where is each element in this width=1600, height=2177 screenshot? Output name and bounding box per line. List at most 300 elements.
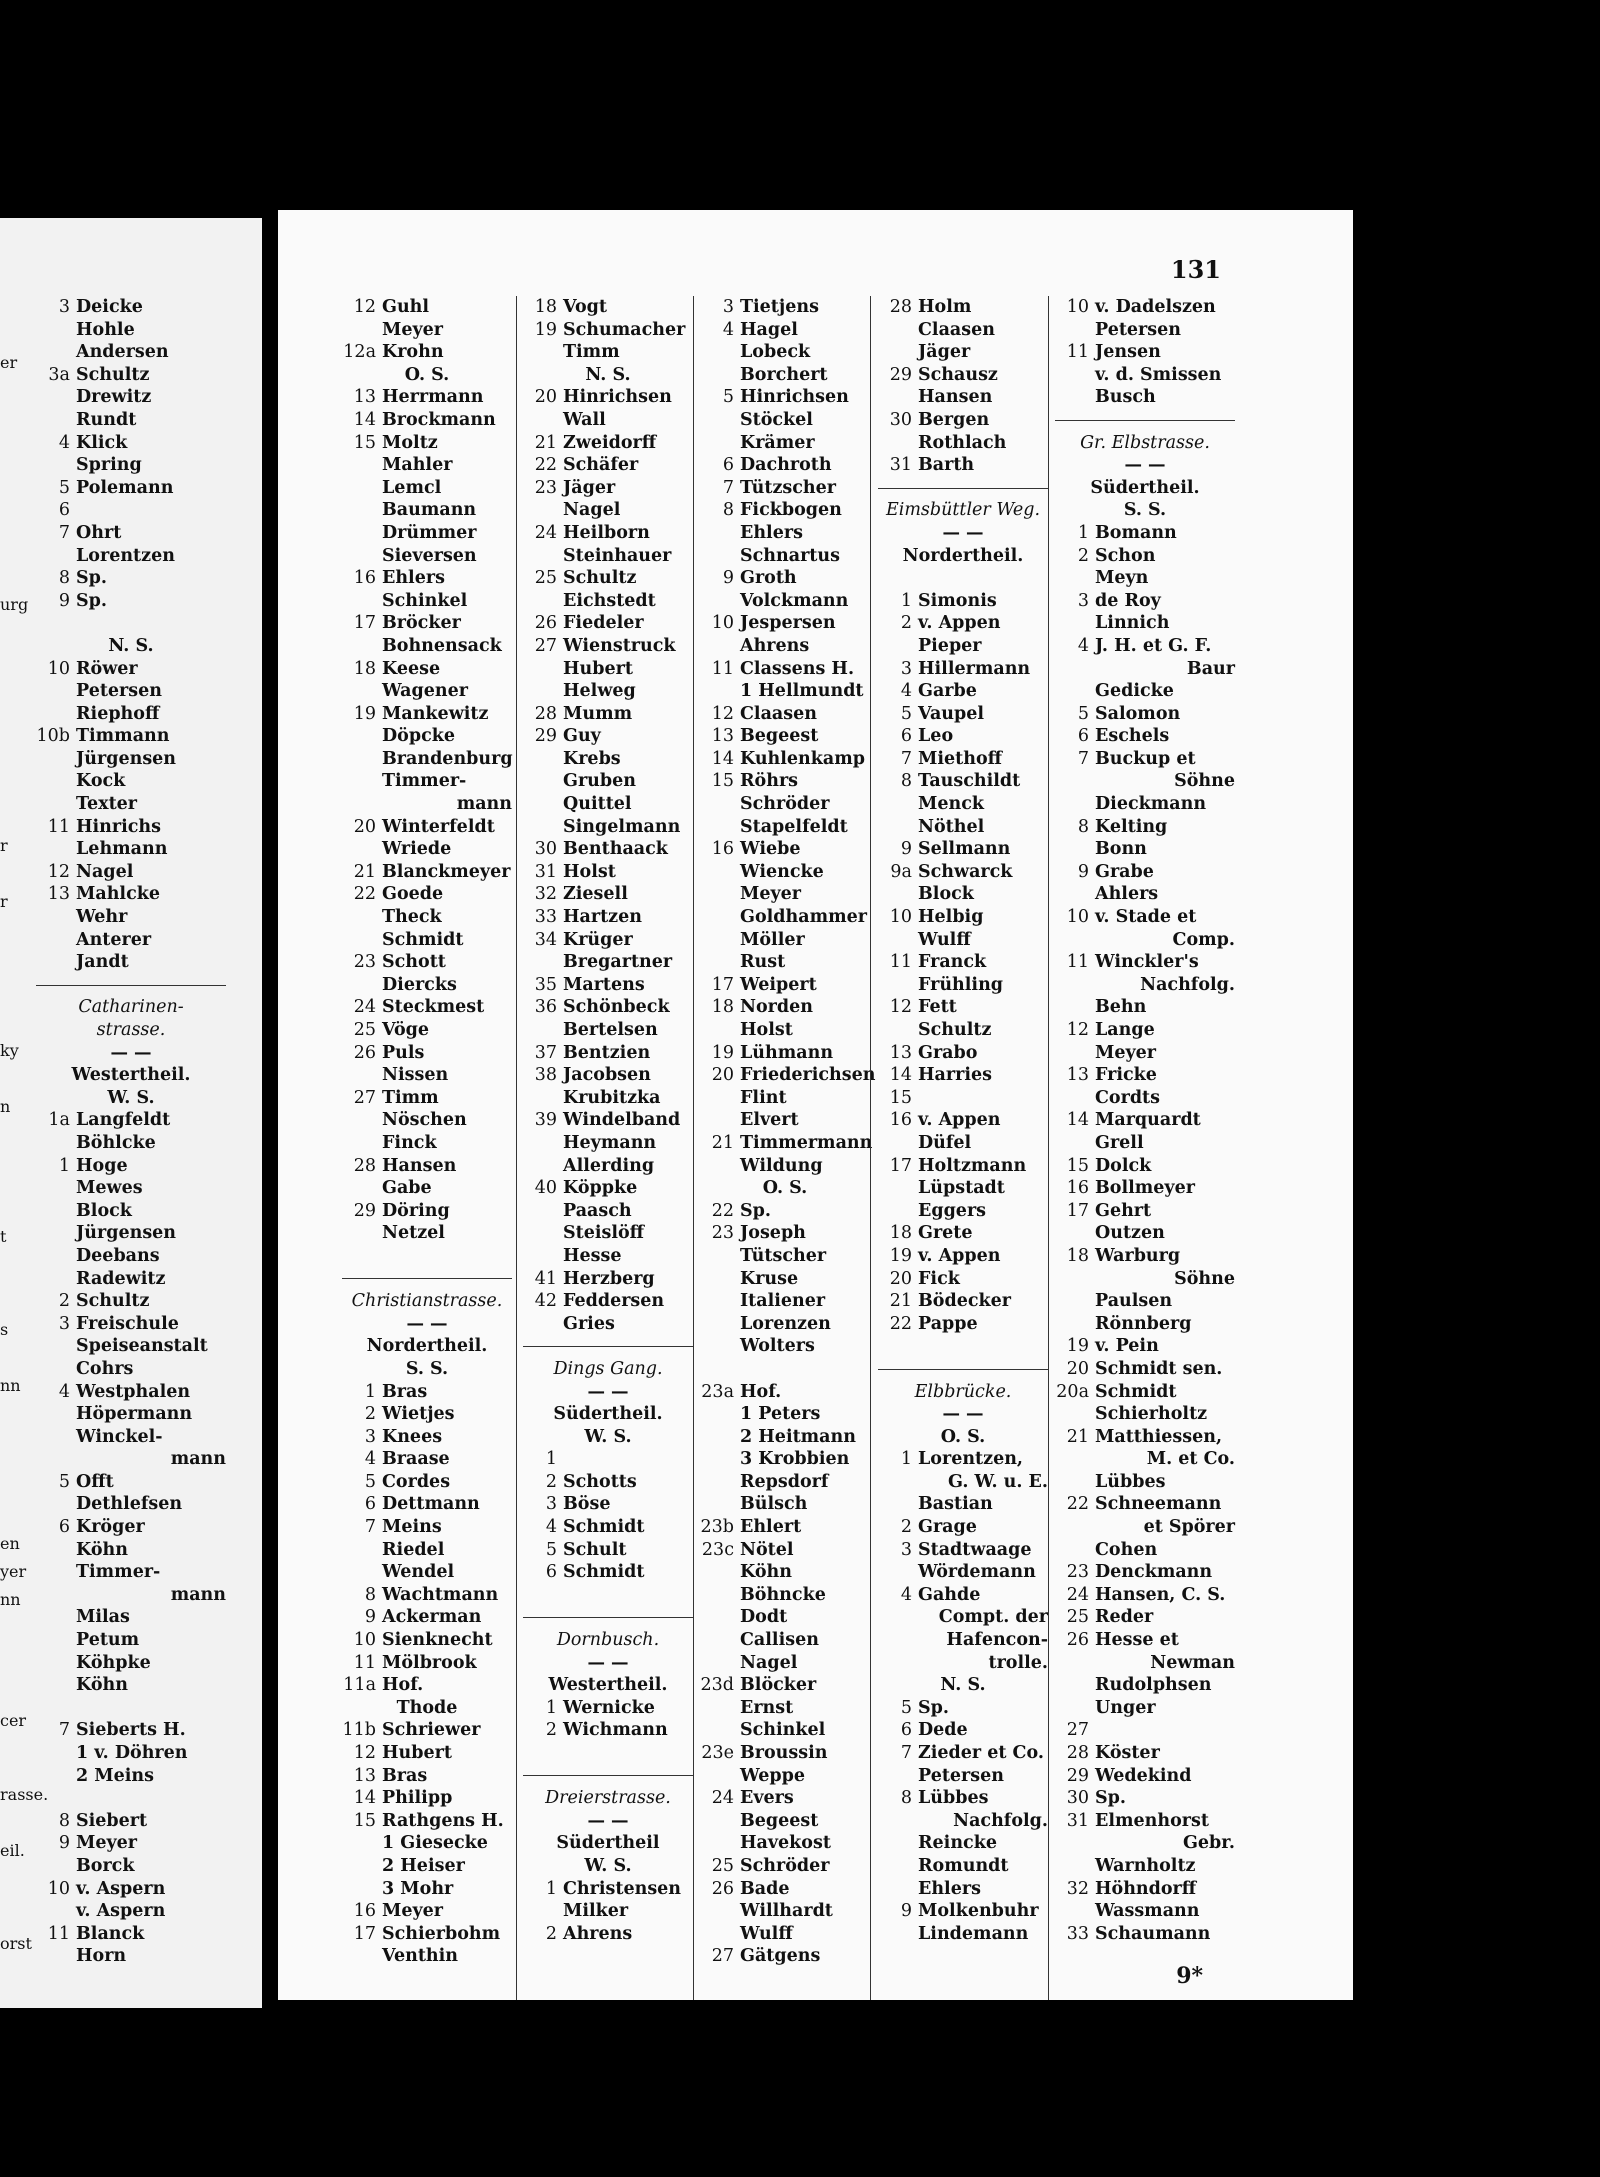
house-number: 3 bbox=[58, 1313, 70, 1334]
resident-name: Schäfer bbox=[563, 455, 639, 476]
house-number bbox=[878, 1878, 918, 1901]
directory-entry bbox=[523, 612, 693, 635]
directory-entry bbox=[342, 1539, 512, 1562]
directory-entry bbox=[700, 725, 870, 748]
directory-entry bbox=[342, 1064, 512, 1087]
house-number bbox=[36, 612, 76, 635]
resident-name: Petum bbox=[76, 1630, 140, 1651]
resident-name: Mumm bbox=[563, 703, 633, 724]
directory-entry bbox=[342, 432, 512, 455]
margin-fragment: s bbox=[0, 1320, 9, 1339]
directory-entry bbox=[36, 364, 226, 387]
house-number: 1a bbox=[48, 1110, 70, 1131]
resident-name: Sieversen bbox=[382, 545, 477, 566]
directory-entry bbox=[1055, 996, 1235, 1019]
directory-entry bbox=[878, 1132, 1048, 1155]
street-name: strasse. bbox=[96, 1020, 166, 1040]
resident-name: Bras bbox=[382, 1381, 428, 1402]
house-number bbox=[1055, 1674, 1095, 1697]
resident-name: Lobeck bbox=[740, 342, 811, 363]
house-number bbox=[342, 1109, 382, 1132]
house-number: 2 bbox=[900, 613, 912, 634]
resident-name: Radewitz bbox=[76, 1268, 166, 1289]
section-heading bbox=[523, 1674, 693, 1697]
entry-continuation-text: Compt. der bbox=[938, 1607, 1048, 1628]
street-name: Christianstrasse. bbox=[351, 1291, 503, 1312]
section-heading bbox=[523, 1810, 693, 1833]
house-number bbox=[1055, 612, 1095, 635]
house-number: 25 bbox=[1066, 1607, 1089, 1628]
house-number bbox=[1055, 1471, 1095, 1494]
directory-entry bbox=[523, 454, 693, 477]
house-number: 29 bbox=[889, 364, 912, 385]
resident-name: Ehlers bbox=[740, 522, 803, 543]
directory-entry bbox=[1055, 1539, 1235, 1562]
directory-entry bbox=[700, 1132, 873, 1155]
resident-name: Guhl bbox=[382, 297, 430, 317]
house-number bbox=[523, 748, 563, 771]
directory-entry bbox=[700, 1539, 870, 1562]
resident-name: Drewitz bbox=[76, 387, 152, 408]
resident-name: 3 Krobbien bbox=[740, 1449, 850, 1470]
directory-entry bbox=[878, 364, 1048, 387]
resident-name: Lübbes bbox=[1095, 1471, 1166, 1492]
directory-entry bbox=[523, 748, 693, 771]
directory-entry bbox=[342, 319, 512, 342]
directory-entry bbox=[36, 1900, 226, 1923]
directory-entry bbox=[523, 1493, 693, 1516]
entry-continuation-text: Comp. bbox=[1172, 929, 1235, 950]
resident-name: Menck bbox=[918, 794, 985, 815]
resident-name: Milker bbox=[563, 1901, 629, 1922]
directory-entry bbox=[36, 816, 226, 839]
house-number: 11 bbox=[711, 658, 734, 679]
directory-entry bbox=[700, 1313, 870, 1336]
resident-name: Warburg bbox=[1095, 1245, 1181, 1266]
directory-entry bbox=[342, 341, 512, 364]
resident-name: Eichstedt bbox=[563, 590, 656, 611]
resident-name: Timmermann bbox=[740, 1132, 873, 1153]
resident-name: Hansen, C. S. bbox=[1095, 1584, 1226, 1605]
directory-entry bbox=[878, 1832, 1048, 1855]
house-number: 42 bbox=[534, 1291, 557, 1312]
resident-name: v. Appen bbox=[918, 1110, 1001, 1131]
house-number bbox=[36, 1900, 76, 1923]
directory-entry bbox=[342, 748, 512, 771]
house-number: 8 bbox=[58, 1810, 70, 1831]
directory-entry bbox=[342, 612, 512, 635]
house-number bbox=[878, 1132, 918, 1155]
book-gutter bbox=[262, 218, 278, 2008]
directory-entry bbox=[342, 1245, 512, 1268]
resident-name: Matthiessen, bbox=[1095, 1426, 1223, 1447]
street-heading bbox=[523, 1358, 693, 1381]
house-number bbox=[523, 1222, 563, 1245]
resident-name: Köhpke bbox=[76, 1652, 151, 1673]
margin-fragment: yer bbox=[0, 1561, 27, 1581]
house-number bbox=[523, 590, 563, 613]
house-number: 4 bbox=[900, 681, 912, 702]
resident-name: Lindemann bbox=[918, 1923, 1029, 1944]
directory-entry bbox=[342, 1426, 512, 1449]
resident-name: Freischule bbox=[76, 1313, 179, 1334]
resident-name: Röhrs bbox=[740, 771, 799, 792]
directory-entry bbox=[1055, 1561, 1235, 1584]
house-number: 13 bbox=[353, 1765, 376, 1786]
directory-entry bbox=[342, 1810, 512, 1833]
entry-continuation-text: G. W. u. E. bbox=[948, 1471, 1048, 1492]
resident-name: Lühmann bbox=[740, 1042, 834, 1063]
resident-name: Sellmann bbox=[918, 839, 1011, 860]
section-label: — — bbox=[110, 1042, 152, 1063]
directory-entry bbox=[36, 680, 226, 703]
house-number bbox=[36, 1335, 76, 1358]
resident-name: Helweg bbox=[563, 681, 636, 702]
house-number: 22 bbox=[711, 1200, 734, 1221]
house-number: 15 bbox=[1066, 1155, 1089, 1176]
directory-entry bbox=[342, 861, 512, 884]
resident-name: Sp. bbox=[76, 568, 107, 589]
directory-entry bbox=[342, 1719, 512, 1742]
directory-entry bbox=[700, 793, 870, 816]
house-number bbox=[1055, 1042, 1095, 1065]
directory-entry bbox=[342, 906, 512, 929]
entry-continuation-text: Nachfolg. bbox=[1140, 974, 1235, 995]
directory-entry bbox=[36, 883, 226, 906]
house-number bbox=[1055, 1290, 1095, 1313]
resident-name: Gabe bbox=[382, 1178, 432, 1199]
resident-name: Hinrichs bbox=[76, 816, 162, 837]
house-number: 24 bbox=[353, 997, 376, 1018]
directory-column-4 bbox=[878, 296, 1048, 1945]
house-number bbox=[700, 680, 740, 703]
house-number: 6 bbox=[545, 1562, 557, 1583]
resident-name: Gahde bbox=[918, 1584, 981, 1605]
house-number: 19 bbox=[534, 319, 557, 340]
directory-entry bbox=[700, 522, 870, 545]
resident-name: Heymann bbox=[563, 1132, 657, 1153]
directory-page bbox=[278, 210, 1353, 2000]
house-number bbox=[36, 838, 76, 861]
resident-name: Timmer- bbox=[76, 1562, 161, 1583]
directory-entry bbox=[878, 1290, 1048, 1313]
house-number bbox=[1055, 996, 1095, 1019]
house-number bbox=[342, 1064, 382, 1087]
resident-name: Wernicke bbox=[563, 1697, 655, 1718]
resident-name: Nagel bbox=[563, 500, 621, 521]
house-number: 11 bbox=[47, 816, 70, 837]
directory-entry bbox=[700, 861, 870, 884]
directory-entry bbox=[36, 1606, 226, 1629]
resident-name: Lüpstadt bbox=[918, 1178, 1005, 1199]
house-number: 1 bbox=[900, 1449, 912, 1470]
resident-name: Goede bbox=[382, 884, 444, 905]
resident-name: Bertelsen bbox=[563, 1020, 658, 1040]
resident-name: Nissen bbox=[382, 1065, 449, 1086]
street-heading bbox=[342, 1290, 512, 1313]
directory-entry bbox=[878, 951, 1048, 974]
section-label: Nordertheil. bbox=[902, 545, 1024, 566]
resident-name: Block bbox=[918, 884, 974, 905]
directory-entry bbox=[878, 748, 1048, 771]
house-number bbox=[523, 545, 563, 568]
section-heading bbox=[342, 364, 512, 387]
section-heading bbox=[878, 1403, 1048, 1426]
resident-name: Bohnensack bbox=[382, 635, 502, 656]
resident-name: Spring bbox=[76, 455, 142, 476]
resident-name: Behn bbox=[1095, 997, 1147, 1018]
directory-entry bbox=[700, 748, 870, 771]
resident-name: Claasen bbox=[918, 319, 995, 340]
section-rule bbox=[523, 1335, 693, 1358]
resident-name: Bade bbox=[740, 1878, 790, 1899]
house-number bbox=[878, 1561, 918, 1584]
resident-name: Schmidt bbox=[1095, 1381, 1177, 1402]
house-number bbox=[700, 1629, 740, 1652]
house-number: 10 bbox=[1066, 297, 1089, 317]
directory-entry bbox=[1055, 883, 1235, 906]
directory-entry bbox=[342, 522, 512, 545]
directory-entry bbox=[878, 319, 1048, 342]
entry-continuation bbox=[878, 1810, 1048, 1833]
street-heading bbox=[1055, 432, 1235, 455]
resident-name: v. Aspern bbox=[76, 1901, 166, 1922]
directory-entry bbox=[36, 770, 226, 793]
section-label: Nordertheil. bbox=[366, 1336, 488, 1357]
house-number bbox=[36, 319, 76, 342]
house-number bbox=[36, 1787, 76, 1810]
directory-entry bbox=[700, 658, 870, 681]
resident-name: Denckmann bbox=[1095, 1562, 1213, 1583]
resident-name: Wachtmann bbox=[382, 1584, 499, 1605]
directory-entry bbox=[1055, 1313, 1235, 1336]
resident-name: Rothlach bbox=[918, 432, 1007, 453]
directory-entry bbox=[36, 1652, 226, 1675]
resident-name: Kock bbox=[76, 771, 126, 792]
resident-name: Blanck bbox=[76, 1923, 145, 1944]
resident-name: Repsdorf bbox=[740, 1471, 829, 1492]
directory-entry bbox=[523, 1155, 693, 1178]
section-heading bbox=[523, 1832, 693, 1855]
section-label: Westertheil. bbox=[548, 1675, 668, 1696]
house-number: 18 bbox=[534, 297, 557, 317]
resident-name: Holm bbox=[918, 297, 972, 317]
directory-entry bbox=[1055, 1810, 1235, 1833]
house-number: 3 bbox=[900, 1539, 912, 1560]
directory-entry bbox=[878, 1561, 1048, 1584]
margin-fragment: cer bbox=[0, 1710, 27, 1730]
resident-name: Benthaack bbox=[563, 839, 668, 860]
house-number: 14 bbox=[353, 409, 376, 430]
directory-entry bbox=[700, 1945, 870, 1968]
directory-entry bbox=[523, 545, 693, 568]
margin-fragment: n bbox=[0, 1096, 11, 1116]
directory-entry bbox=[342, 883, 512, 906]
house-number: 13 bbox=[353, 387, 376, 408]
directory-entry bbox=[523, 1177, 693, 1200]
resident-name: Rudolphsen bbox=[1095, 1675, 1212, 1696]
house-number: 16 bbox=[711, 839, 734, 860]
directory-entry bbox=[700, 1584, 870, 1607]
house-number bbox=[342, 499, 382, 522]
resident-name: Wildung bbox=[740, 1155, 823, 1176]
house-number: 11 bbox=[889, 952, 912, 973]
house-number bbox=[700, 545, 740, 568]
resident-name: Stöckel bbox=[740, 409, 813, 430]
resident-name: Feddersen bbox=[563, 1291, 665, 1312]
house-number: 33 bbox=[534, 907, 557, 928]
house-number: 10b bbox=[36, 726, 70, 747]
directory-entry bbox=[36, 590, 226, 613]
house-number: 18 bbox=[711, 997, 734, 1018]
house-number: 23 bbox=[534, 477, 557, 498]
resident-name: Timm bbox=[563, 342, 620, 363]
house-number bbox=[36, 341, 76, 364]
directory-entry bbox=[36, 1832, 226, 1855]
directory-entry bbox=[523, 703, 693, 726]
house-number bbox=[700, 1109, 740, 1132]
directory-entry bbox=[878, 770, 1048, 793]
resident-name: Sp. bbox=[1095, 1788, 1126, 1809]
house-number bbox=[878, 567, 918, 590]
resident-name: Stapelfeldt bbox=[740, 816, 848, 837]
house-number: 13 bbox=[711, 726, 734, 747]
directory-entry bbox=[700, 432, 870, 455]
entry-continuation-text: Söhne bbox=[1174, 771, 1235, 792]
house-number bbox=[36, 1765, 76, 1788]
resident-name: Steckmest bbox=[382, 997, 485, 1018]
resident-name: Schierholtz bbox=[1095, 1404, 1208, 1425]
house-number bbox=[342, 522, 382, 545]
directory-entry bbox=[878, 1719, 1048, 1742]
directory-entry bbox=[1055, 680, 1235, 703]
entry-continuation bbox=[1055, 1652, 1235, 1675]
house-number: 21 bbox=[353, 861, 376, 882]
directory-entry bbox=[878, 996, 1048, 1019]
resident-name: Ernst bbox=[740, 1697, 794, 1718]
directory-entry bbox=[878, 1855, 1048, 1878]
directory-entry bbox=[1055, 838, 1235, 861]
section-rule bbox=[878, 477, 1048, 500]
resident-name: Köhn bbox=[740, 1562, 792, 1583]
directory-entry bbox=[523, 1087, 693, 1110]
resident-name: Jäger bbox=[563, 477, 616, 498]
section-label: Südertheil bbox=[556, 1833, 660, 1854]
house-number: 27 bbox=[711, 1946, 734, 1967]
directory-entry bbox=[342, 770, 512, 793]
house-number bbox=[878, 1923, 918, 1946]
resident-name: v. Appen bbox=[918, 613, 1001, 634]
resident-name: Evers bbox=[740, 1788, 794, 1809]
directory-entry bbox=[523, 635, 693, 658]
resident-name: Fick bbox=[918, 1268, 960, 1289]
resident-name: Theck bbox=[382, 907, 442, 928]
house-number bbox=[700, 951, 740, 974]
resident-name: Riephoff bbox=[76, 703, 160, 724]
directory-entry bbox=[523, 1245, 693, 1268]
directory-entry bbox=[878, 838, 1048, 861]
directory-entry bbox=[342, 477, 512, 500]
resident-name: Gedicke bbox=[1095, 681, 1174, 702]
house-number: 7 bbox=[722, 477, 734, 498]
directory-entry bbox=[523, 590, 693, 613]
directory-entry bbox=[36, 1561, 226, 1584]
house-number bbox=[878, 1200, 918, 1223]
resident-name: Krubitzka bbox=[563, 1087, 661, 1108]
resident-name: Dethlefsen bbox=[76, 1494, 183, 1515]
resident-name: Grete bbox=[918, 1223, 973, 1244]
directory-entry bbox=[700, 1290, 870, 1313]
resident-name: Dachroth bbox=[740, 455, 832, 476]
directory-entry bbox=[36, 1855, 226, 1878]
directory-entry bbox=[36, 725, 226, 748]
house-number: 13 bbox=[47, 884, 70, 905]
resident-name: Friederichsen bbox=[740, 1065, 876, 1086]
directory-entry bbox=[523, 1584, 693, 1607]
directory-entry bbox=[523, 1064, 693, 1087]
directory-entry bbox=[36, 748, 226, 771]
directory-entry bbox=[1055, 1358, 1235, 1381]
directory-entry bbox=[342, 635, 512, 658]
house-number: 21 bbox=[1066, 1426, 1089, 1447]
resident-name: Frühling bbox=[918, 974, 1004, 995]
house-number: 14 bbox=[353, 1788, 376, 1809]
directory-entry bbox=[342, 567, 512, 590]
directory-entry bbox=[700, 1222, 870, 1245]
resident-name: Broussin bbox=[740, 1743, 828, 1763]
directory-entry bbox=[523, 319, 693, 342]
house-number: 31 bbox=[1066, 1810, 1089, 1831]
resident-name: Tietjens bbox=[740, 297, 819, 317]
house-number bbox=[1055, 1697, 1095, 1720]
resident-name: Schwarck bbox=[918, 861, 1013, 882]
signature-mark: 9* bbox=[1176, 1963, 1203, 1989]
entry-continuation-text: Gebr. bbox=[1182, 1833, 1235, 1854]
section-label: W. S. bbox=[584, 1426, 632, 1447]
house-number bbox=[342, 1945, 382, 1968]
section-heading bbox=[1055, 477, 1235, 500]
section-label: W. S. bbox=[107, 1087, 155, 1108]
resident-name: Wall bbox=[563, 409, 606, 430]
entry-continuation bbox=[36, 1448, 226, 1471]
section-heading bbox=[523, 1855, 693, 1878]
resident-name: v. Dadelszen bbox=[1095, 297, 1216, 317]
house-number: 11 bbox=[47, 1923, 70, 1944]
house-number bbox=[342, 477, 382, 500]
house-number bbox=[700, 1923, 740, 1946]
resident-name: J. H. et G. F. bbox=[1095, 635, 1212, 656]
directory-entry bbox=[523, 838, 693, 861]
column-divider bbox=[870, 296, 871, 2000]
resident-name: Texter bbox=[76, 794, 138, 815]
resident-name: Volckmann bbox=[740, 590, 849, 611]
resident-name: Baumann bbox=[382, 500, 477, 521]
resident-name: Hubert bbox=[382, 1743, 452, 1763]
resident-name: Höpermann bbox=[76, 1404, 193, 1425]
entry-continuation bbox=[1055, 1516, 1235, 1539]
resident-name: Bröcker bbox=[382, 613, 461, 634]
house-number bbox=[1055, 364, 1095, 387]
house-number: 8 bbox=[722, 500, 734, 521]
house-number bbox=[36, 1132, 76, 1155]
directory-entry bbox=[878, 1765, 1048, 1788]
house-number: 9 bbox=[900, 1901, 912, 1922]
directory-entry bbox=[700, 364, 870, 387]
directory-entry bbox=[523, 770, 693, 793]
section-label: — — bbox=[1124, 455, 1166, 476]
directory-entry bbox=[1055, 1155, 1235, 1178]
house-number: 4 bbox=[58, 432, 70, 453]
